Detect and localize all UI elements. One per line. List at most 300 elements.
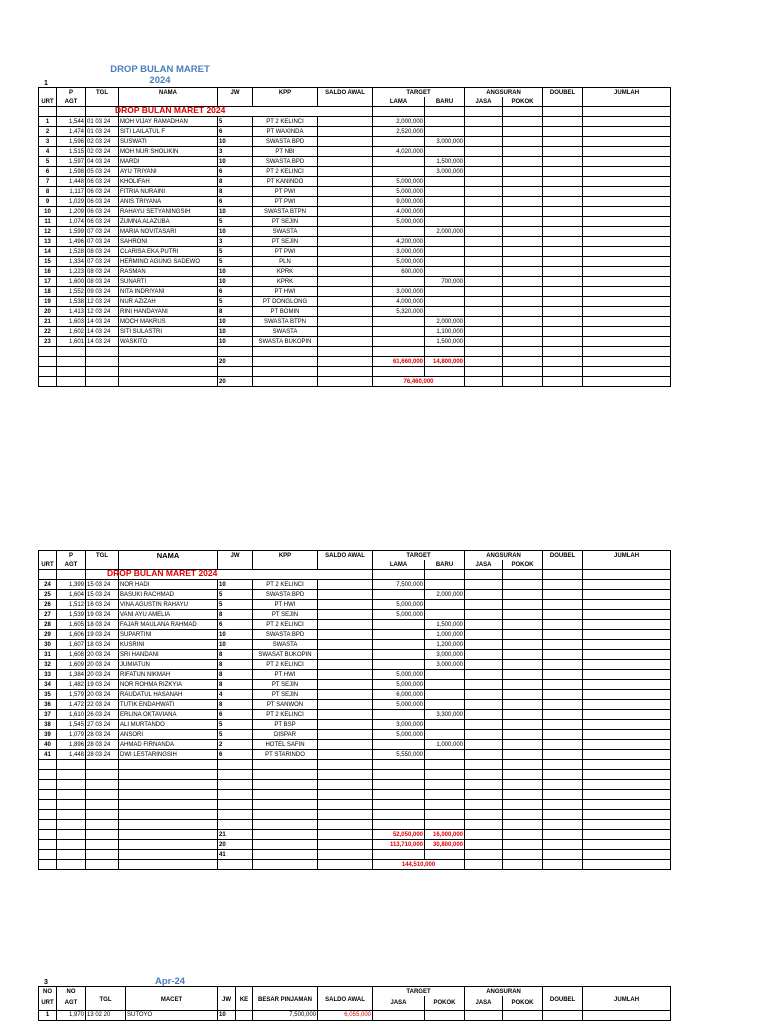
row-jumlah [583, 590, 671, 600]
section2-body [39, 580, 671, 760]
row-jw: 5 [218, 257, 253, 267]
row-doubel [543, 630, 583, 640]
row-saldo-awal [318, 630, 373, 640]
row-saldo-awal [318, 710, 373, 720]
row-no: 26 [39, 600, 57, 610]
header-angsuran: ANGSURAN [465, 987, 543, 997]
header-saldo-awal: SALDO AWAL [318, 993, 373, 1007]
row-jw: 2 [218, 740, 253, 750]
row-no: 13 [39, 237, 57, 247]
header-besar-pinjaman: BESAR PINJAMAN [253, 993, 318, 1007]
table-row [39, 660, 671, 670]
row-tgl: 19 03 24 [86, 610, 119, 620]
row-doubel [543, 327, 583, 337]
row-no: 12 [39, 227, 57, 237]
row-target-lama: 2,000,000 [373, 117, 425, 127]
row-tgl: 04 03 24 [86, 157, 119, 167]
row-doubel [543, 720, 583, 730]
row-kpp: SWASTA [253, 640, 318, 650]
row-pokok [503, 137, 543, 147]
row-jumlah [583, 610, 671, 620]
row-jumlah [583, 237, 671, 247]
row-kpp: SWASTA BTPN [253, 317, 318, 327]
row-target-baru: 1,500,000 [425, 337, 465, 347]
row-jw: 8 [218, 650, 253, 660]
header-saldo-awal: SALDO AWAL [318, 88, 373, 98]
row-pokok [503, 680, 543, 690]
row-saldo-awal [318, 740, 373, 750]
row-saldo-awal [318, 167, 373, 177]
row-doubel [543, 277, 583, 287]
header-target: TARGET [373, 551, 465, 561]
row-target-lama [373, 740, 425, 750]
row-target-baru: 3,000,000 [425, 167, 465, 177]
row-pokok [503, 267, 543, 277]
table-row [39, 700, 671, 710]
header-no1: NO [39, 987, 57, 997]
row-no: 22 [39, 327, 57, 337]
header-kpp: KPP [253, 551, 318, 561]
total-lama: 52,050,000 [373, 830, 425, 840]
row-target-baru [425, 207, 465, 217]
row-agt: 1,515 [57, 147, 86, 157]
row-kpp: SWASTA BTPN [253, 207, 318, 217]
row-no: 29 [39, 630, 57, 640]
row-jw: 10 [218, 580, 253, 590]
row-jasa [465, 257, 503, 267]
row-nama: SITI LAILATUL F [119, 127, 218, 137]
row-jw: 6 [218, 167, 253, 177]
row-jasa [465, 700, 503, 710]
row-kpp: PT STARINDO [253, 750, 318, 760]
row-no: 30 [39, 640, 57, 650]
row-doubel [543, 750, 583, 760]
row-agt: 1,482 [57, 680, 86, 690]
row-no: 38 [39, 720, 57, 730]
row-no: 23 [39, 337, 57, 347]
table-row [39, 630, 671, 640]
row-jumlah [583, 217, 671, 227]
row-doubel [543, 600, 583, 610]
row-saldo-awal [318, 277, 373, 287]
header-ke: KE [236, 993, 253, 1007]
row-doubel [543, 117, 583, 127]
table-row [39, 167, 671, 177]
header-pokok2: POKOK [503, 996, 543, 1010]
row-agt: 1,603 [57, 317, 86, 327]
row-tgl: 05 03 24 [86, 167, 119, 177]
row-target-lama [373, 337, 425, 347]
row-no: 34 [39, 680, 57, 690]
row-jw: 5 [218, 217, 253, 227]
table-row [39, 127, 671, 137]
row-pokok [503, 720, 543, 730]
row-no: 11 [39, 217, 57, 227]
row-kpp: PT HWI [253, 600, 318, 610]
row-no: 39 [39, 730, 57, 740]
table-row [39, 670, 671, 680]
row-target-baru [425, 237, 465, 247]
row-doubel [543, 580, 583, 590]
row-pokok [503, 277, 543, 287]
row-kpp: SWASTA [253, 227, 318, 237]
row-no: 3 [39, 137, 57, 147]
row-agt: 1,601 [57, 337, 86, 347]
row-pokok [503, 167, 543, 177]
row-agt: 1,602 [57, 327, 86, 337]
header-agt: AGT [57, 560, 86, 570]
header-pokok: POKOK [503, 97, 543, 107]
row-jumlah [583, 257, 671, 267]
header-urt: URT [39, 97, 57, 107]
row-target-lama: 7,500,000 [373, 580, 425, 590]
row-pokok [503, 217, 543, 227]
row-doubel [543, 710, 583, 720]
row-no: 20 [39, 307, 57, 317]
row-nama: MOH NUR SHOLIKIN [119, 147, 218, 157]
header-agt: AGT [57, 97, 86, 107]
row-target-baru [425, 307, 465, 317]
row-target-lama: 4,200,000 [373, 237, 425, 247]
row-no: 2 [39, 127, 57, 137]
row-tgl: 20 03 24 [86, 670, 119, 680]
row-nama: RASMAN [119, 267, 218, 277]
header-target: TARGET [373, 88, 465, 98]
row-target-lama: 5,000,000 [373, 730, 425, 740]
row-target-lama [373, 327, 425, 337]
row-doubel [543, 610, 583, 620]
row-agt: 1,413 [57, 307, 86, 317]
row-kpp: KPRK [253, 267, 318, 277]
row-jw: 10 [218, 630, 253, 640]
row-target-baru [425, 257, 465, 267]
row-target-baru: 1,000,000 [425, 740, 465, 750]
row-target-lama: 9,000,000 [373, 197, 425, 207]
row-doubel [543, 197, 583, 207]
row-target-baru: 2,000,000 [425, 227, 465, 237]
row-nama: JUMIATUN [119, 660, 218, 670]
row-tgl: 15 03 24 [86, 580, 119, 590]
row-jasa [465, 690, 503, 700]
total-lama [373, 850, 425, 860]
row-saldo-awal [318, 257, 373, 267]
row-target-baru [425, 187, 465, 197]
row-doubel [543, 700, 583, 710]
row-target-baru [425, 177, 465, 187]
row-agt: 1,074 [57, 217, 86, 227]
row-pokok [503, 710, 543, 720]
row-pokok [503, 620, 543, 630]
header-angsuran: ANGSURAN [465, 88, 543, 98]
row-jw: 10 [218, 337, 253, 347]
row-jumlah [583, 317, 671, 327]
row-agt: 1,399 [57, 580, 86, 590]
row-jumlah [583, 307, 671, 317]
row-jw: 10 [218, 137, 253, 147]
header-doubel: DOUBEL [543, 551, 583, 561]
row-pokok [503, 127, 543, 137]
row-kpp: PT KANINDO [253, 177, 318, 187]
section3-marker: 3 [44, 979, 48, 986]
header-jw: JW [218, 88, 253, 98]
row-kpp: PT SEJIN [253, 690, 318, 700]
row-no: 40 [39, 740, 57, 750]
row-jumlah [583, 620, 671, 630]
row-no: 17 [39, 277, 57, 287]
row-tgl: 15 03 24 [86, 590, 119, 600]
row-kpp: SWASTA BPD [253, 157, 318, 167]
row-kpp: SWASAT BUKOPIN [253, 650, 318, 660]
row-agt: 1,544 [57, 117, 86, 127]
row-saldo-awal [318, 680, 373, 690]
row-jumlah [583, 660, 671, 670]
section1-total-lama: 61,660,000 [373, 357, 425, 367]
row-saldo-awal [318, 660, 373, 670]
row-tgl: 09 03 24 [86, 287, 119, 297]
row-nama: ANSORI [119, 730, 218, 740]
table-row [39, 337, 671, 347]
row-pokok [503, 157, 543, 167]
row-target-lama: 5,320,000 [373, 307, 425, 317]
row-jumlah [583, 690, 671, 700]
row-target-baru [425, 147, 465, 157]
row-kpp: SWASTA BUKOPIN [253, 337, 318, 347]
section1-body [39, 117, 671, 347]
row-kpp: PT SEJIN [253, 237, 318, 247]
row-jw: 5 [218, 600, 253, 610]
row-jumlah [583, 167, 671, 177]
row-no: 1 [39, 1010, 57, 1020]
row-saldo-awal [318, 307, 373, 317]
row-no: 16 [39, 267, 57, 277]
row-jasa [465, 197, 503, 207]
blank-row [39, 790, 671, 800]
row-doubel [543, 590, 583, 600]
row-jumlah [583, 277, 671, 287]
row-jumlah [583, 197, 671, 207]
row-agt: 1,596 [57, 137, 86, 147]
row-agt: 1,209 [57, 207, 86, 217]
header-kpp: KPP [253, 88, 318, 98]
row-jw: 10 [218, 277, 253, 287]
total-row [39, 850, 671, 860]
row-saldo-awal [318, 730, 373, 740]
row-jasa [465, 620, 503, 630]
header-tgl: TGL [86, 993, 126, 1007]
row-nama: AYU TRIYANI [119, 167, 218, 177]
header-jumlah: JUMLAH [583, 88, 671, 98]
row-jasa [465, 600, 503, 610]
row-saldo-awal [318, 137, 373, 147]
row-jw: 10 [218, 640, 253, 650]
row-doubel [543, 227, 583, 237]
row-tgl: 07 03 24 [86, 237, 119, 247]
row-jasa [465, 580, 503, 590]
row-kpp: PT HWI [253, 287, 318, 297]
row-jasa [465, 117, 503, 127]
row-kpp: HOTEL SAFIN [253, 740, 318, 750]
section1-title [110, 64, 210, 86]
row-nama: TUTIK ENDAHWATI [119, 700, 218, 710]
row-target-lama [373, 167, 425, 177]
row-jasa [465, 720, 503, 730]
row-jasa [465, 157, 503, 167]
row-kpp: PLN [253, 257, 318, 267]
header-lama: LAMA [373, 97, 425, 107]
header-p: P [57, 551, 86, 561]
row-nama: ALI MURTANDO [119, 720, 218, 730]
row-saldo-awal [318, 287, 373, 297]
row-jasa [465, 610, 503, 620]
row-agt: 1,579 [57, 690, 86, 700]
row-tgl: 06 03 24 [86, 187, 119, 197]
row-tgl: 12 03 24 [86, 307, 119, 317]
row-agt: 1,607 [57, 640, 86, 650]
row-target-baru [425, 217, 465, 227]
row-pokok [503, 630, 543, 640]
table-row [39, 690, 671, 700]
header-target: TARGET [373, 987, 465, 997]
row-target-lama [373, 640, 425, 650]
row-doubel [543, 640, 583, 650]
row-no: 24 [39, 580, 57, 590]
row-nama: ERLINA OKTAVIANA [119, 710, 218, 720]
section1-grand-jw: 20 [218, 377, 253, 387]
row-target-lama: 4,000,000 [373, 297, 425, 307]
row-target-baru [425, 117, 465, 127]
row-doubel [543, 247, 583, 257]
row-saldo-awal [318, 317, 373, 327]
row-jw: 8 [218, 307, 253, 317]
row-nama: MOH VIJAY RAMADHAN [119, 117, 218, 127]
total-lama: 113,710,000 [373, 840, 425, 850]
table-row [39, 680, 671, 690]
row-no: 32 [39, 660, 57, 670]
row-agt: 1,545 [57, 720, 86, 730]
row-pokok [503, 660, 543, 670]
row-doubel [543, 660, 583, 670]
row-agt: 1,608 [57, 650, 86, 660]
section2-drop-label: DROP BULAN MARET 2024 [107, 568, 218, 578]
row-nama: FAJAR MAULANA RAHMAD [119, 620, 218, 630]
row-tgl: 20 03 24 [86, 660, 119, 670]
row-target-lama: 2,520,000 [373, 127, 425, 137]
table-row [39, 277, 671, 287]
row-tgl: 13 02 20 [86, 1010, 126, 1020]
row-kpp: PT HWI [253, 670, 318, 680]
row-target-lama [373, 317, 425, 327]
row-nama: RIFATUN NIKMAH [119, 670, 218, 680]
row-saldo-awal [318, 227, 373, 237]
section1-blank-row2 [39, 367, 671, 377]
row-tgl: 28 03 24 [86, 730, 119, 740]
table-row [39, 137, 671, 147]
row-jw: 3 [218, 237, 253, 247]
row-no: 28 [39, 620, 57, 630]
header-angsuran: ANGSURAN [465, 551, 543, 561]
row-tgl: 08 03 24 [86, 277, 119, 287]
row-tgl: 07 03 24 [86, 227, 119, 237]
row-saldo-awal [318, 620, 373, 630]
section1-total-row [39, 357, 671, 367]
row-jumlah [583, 297, 671, 307]
header-jw: JW [218, 993, 236, 1007]
header-pokok: POKOK [503, 560, 543, 570]
row-target-lama: 5,000,000 [373, 187, 425, 197]
row-jumlah [583, 227, 671, 237]
row-no: 7 [39, 177, 57, 187]
section1-grand-total: 76,460,000 [373, 377, 465, 387]
row-target-lama [373, 710, 425, 720]
row-jw: 5 [218, 590, 253, 600]
row-jasa [465, 277, 503, 287]
row-jasa [465, 137, 503, 147]
row-target-baru [425, 247, 465, 257]
row-pokok [503, 207, 543, 217]
row-jumlah [583, 740, 671, 750]
row-target-baru: 3,000,000 [425, 137, 465, 147]
row-nama: NUR AZIZAH [119, 297, 218, 307]
section2-totals [39, 830, 671, 860]
row-pokok [503, 650, 543, 660]
row-no: 8 [39, 187, 57, 197]
row-target-baru [425, 580, 465, 590]
section2-table [38, 550, 671, 870]
row-target-lama [373, 650, 425, 660]
row-tgl: 02 03 24 [86, 137, 119, 147]
row-agt: 1,600 [57, 277, 86, 287]
header-lama: LAMA [373, 560, 425, 570]
row-doubel [543, 127, 583, 137]
row-no: 41 [39, 750, 57, 760]
row-target-lama: 5,000,000 [373, 217, 425, 227]
row-jw: 10 [218, 207, 253, 217]
row-jasa [465, 147, 503, 157]
row-jw: 5 [218, 720, 253, 730]
header-urt: URT [39, 996, 57, 1010]
row-tgl: 01 03 24 [86, 117, 119, 127]
row-saldo-awal [318, 297, 373, 307]
row-nama: ANIS TRIYANA [119, 197, 218, 207]
row-saldo-awal [318, 750, 373, 760]
row-doubel [543, 167, 583, 177]
row-tgl: 18 03 24 [86, 640, 119, 650]
row-kpp: PT SEJIN [253, 610, 318, 620]
row-kpp: PT DONGLONG [253, 297, 318, 307]
row-target-lama: 5,000,000 [373, 670, 425, 680]
row-agt: 1,538 [57, 297, 86, 307]
row-saldo-awal [318, 147, 373, 157]
row-jw: 3 [218, 147, 253, 157]
header-jasa: JASA [465, 97, 503, 107]
row-target-baru [425, 127, 465, 137]
row-jasa [465, 337, 503, 347]
header-jumlah: JUMLAH [583, 993, 671, 1007]
row-jumlah [583, 670, 671, 680]
row-target-baru: 2,000,000 [425, 590, 465, 600]
row-no: 14 [39, 247, 57, 257]
row-kpp: PT PWI [253, 187, 318, 197]
row-pokok [503, 750, 543, 760]
row-agt: 1,496 [57, 237, 86, 247]
row-nama: MOCH MAKRUS [119, 317, 218, 327]
row-nama: SUSWATI [119, 137, 218, 147]
row-agt: 1,223 [57, 267, 86, 277]
row-doubel [543, 147, 583, 157]
row-kpp: PT 2 KELINCI [253, 167, 318, 177]
row-jasa [465, 187, 503, 197]
row-pokok [503, 187, 543, 197]
